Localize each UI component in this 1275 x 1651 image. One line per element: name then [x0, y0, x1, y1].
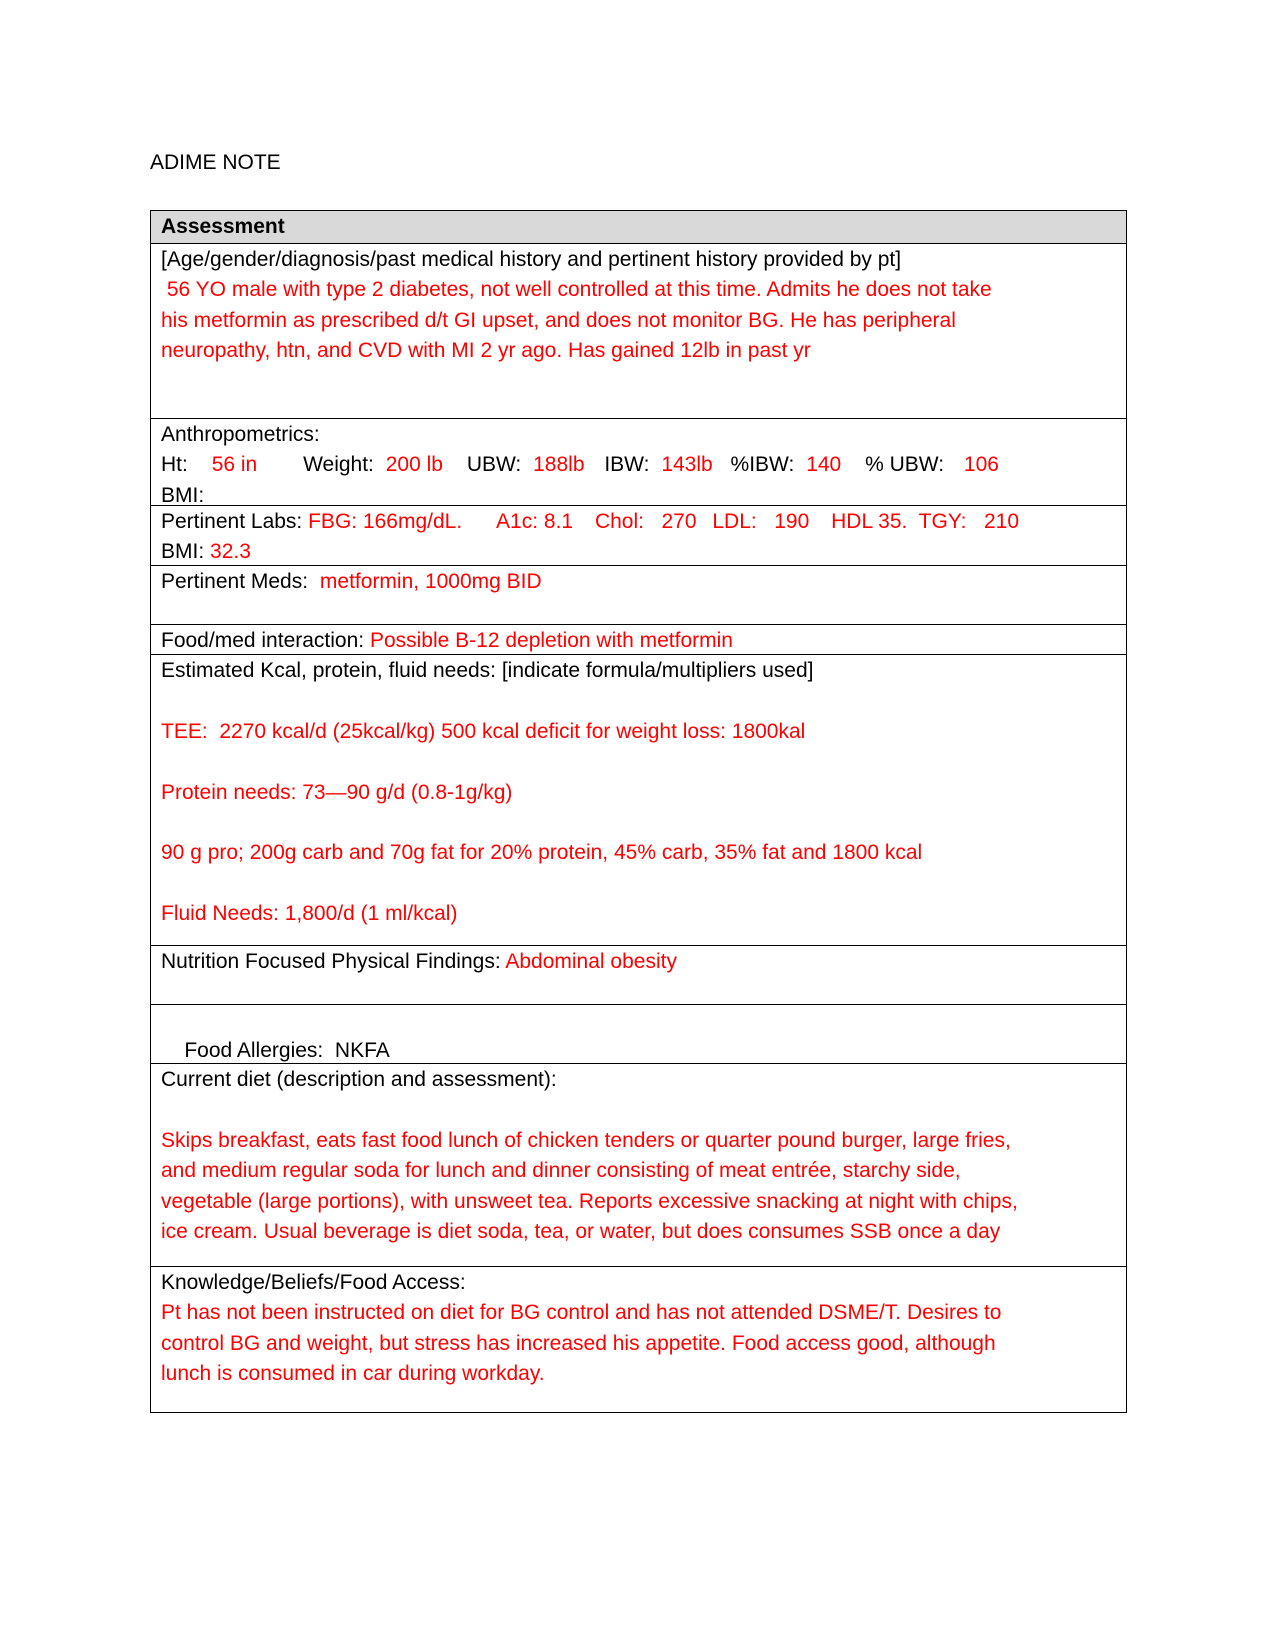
pct-ibw-value: 140: [806, 453, 842, 477]
kbf-line: Pt has not been instructed on diet for BG control and has not attended DSME/T. Desires to: [161, 1301, 1002, 1325]
assessment-header: Assessment: [151, 211, 1126, 243]
nfpf-cell: [151, 945, 1126, 1004]
knowledge-cell: [151, 1266, 1126, 1412]
protein-line: Protein needs: 73—90 g/d (0.8-1g/kg): [161, 780, 513, 804]
bmi-label: BMI:: [161, 540, 205, 564]
diet-line: and medium regular soda for lunch and dinner consisting of meat entrée, starchy side,: [161, 1159, 961, 1183]
ht-value: 56 in: [211, 453, 258, 477]
pct-ubw-value: 106: [963, 453, 999, 477]
allergies-cell: [151, 1004, 1126, 1063]
kbf-line: control BG and weight, but stress has increased his appetite. Food access good, although: [161, 1331, 996, 1355]
ibw-value: 143lb: [661, 453, 713, 477]
diet-line: ice cream. Usual beverage is diet soda, tea, or water, but does consumes SSB once a day: [161, 1220, 1001, 1244]
bmi-value: 32.3: [210, 540, 251, 564]
diet-cell: [151, 1063, 1126, 1266]
needs-label: Estimated Kcal, protein, fluid needs: [indicate formula/multipliers used]: [161, 659, 814, 682]
a1c-value: A1c: 8.1: [496, 510, 574, 533]
anthro-label: Anthropometrics:: [161, 423, 320, 446]
anthropometrics-cell: [151, 418, 1126, 505]
history-label: [Age/gender/diagnosis/past medical history and pertinent history provided by pt]: [161, 248, 902, 271]
allergies-label: Food Allergies: NKFA: [184, 1039, 390, 1063]
weight-label: Weight:: [303, 453, 374, 477]
chol-value: Chol: 270: [594, 510, 697, 533]
needs-cell: [151, 654, 1126, 945]
ibw-label: IBW:: [604, 453, 650, 477]
nfpf-value: Abdominal obesity: [505, 950, 677, 973]
history-cell: [151, 243, 1126, 418]
hdl-tgy-value: HDL 35. TGY: 210: [831, 510, 1020, 533]
weight-value: 200 lb: [385, 453, 443, 477]
assessment-table: [150, 210, 1127, 1413]
labs-bmi-line: [161, 537, 1116, 567]
anthro-bmi-label: BMI:: [161, 483, 205, 507]
diet-label: Current diet (description and assessment):: [161, 1068, 557, 1091]
diet-line: vegetable (large portions), with unsweet tea. Reports excessive snacking at night with chips,: [161, 1189, 1018, 1213]
pct-ibw-label: %IBW:: [730, 453, 795, 477]
labs-line: [161, 507, 1116, 537]
labs-cell: [151, 505, 1126, 565]
anthro-values-line: [161, 450, 1116, 480]
macros-line: 90 g pro; 200g carb and 70g fat for 20% protein, 45% carb, 35% fat and 1800 kcal: [161, 841, 923, 865]
history-line: his metformin as prescribed d/t GI upset, and does not monitor BG. He has peripheral: [161, 308, 956, 332]
fluid-line: Fluid Needs: 1,800/d (1 ml/kcal): [161, 902, 458, 926]
kbf-line: lunch is consumed in car during workday.: [161, 1362, 545, 1386]
ubw-value: 188lb: [533, 453, 585, 477]
labs-label: Pertinent Labs:: [161, 510, 303, 533]
meds-label: Pertinent Meds:: [161, 570, 309, 593]
tee-line: TEE: 2270 kcal/d (25kcal/kg) 500 kcal deficit for weight loss: 1800kal: [161, 719, 806, 743]
food-med-value: Possible B-12 depletion with metformin: [369, 629, 733, 652]
pct-ubw-label: % UBW:: [865, 453, 945, 477]
fbg-value: FBG: 166mg/dL.: [308, 510, 463, 533]
history-line: neuropathy, htn, and CVD with MI 2 yr ago. Has gained 12lb in past yr: [161, 339, 811, 363]
ht-label: Ht:: [161, 453, 188, 477]
food-med-label: Food/med interaction:: [161, 629, 365, 652]
food-med-cell: [151, 624, 1126, 654]
nfpf-label: Nutrition Focused Physical Findings:: [161, 950, 501, 973]
diet-line: Skips breakfast, eats fast food lunch of chicken tenders or quarter pound burger, large fries,: [161, 1128, 1011, 1152]
kbf-label: Knowledge/Beliefs/Food Access:: [161, 1271, 466, 1294]
document-title: ADIME NOTE: [150, 151, 281, 174]
ldl-value: LDL: 190: [712, 510, 810, 533]
ubw-label: UBW:: [466, 453, 522, 477]
history-line: 56 YO male with type 2 diabetes, not well controlled at this time. Admits he does not take: [161, 278, 992, 302]
meds-value: metformin, 1000mg BID: [319, 570, 542, 593]
meds-cell: [151, 565, 1126, 624]
